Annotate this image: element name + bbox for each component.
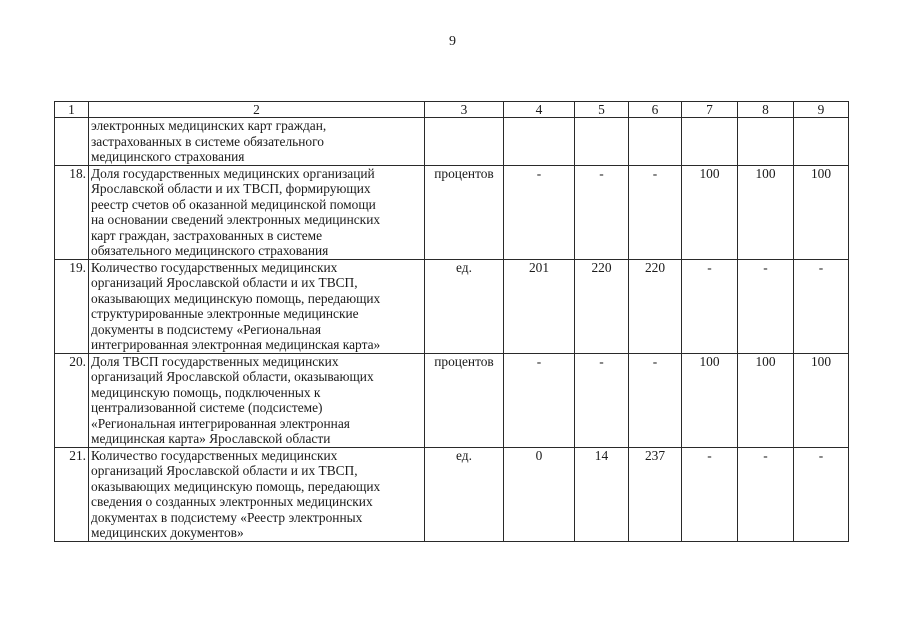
value-cell: -	[504, 165, 575, 259]
value-cell: -	[794, 259, 849, 353]
table-row	[55, 259, 849, 353]
indicator-name-line: централизованной системе (подсистеме)	[91, 400, 323, 415]
value-cell: -	[794, 447, 849, 541]
value-cell	[738, 118, 794, 166]
value-cell: 220	[629, 259, 682, 353]
indicator-name-line: сведения о созданных электронных медицинских	[91, 494, 373, 509]
value-cell: 100	[738, 165, 794, 259]
table-row	[55, 118, 849, 166]
value-cell	[629, 118, 682, 166]
row-number-cell: 19.	[55, 259, 89, 353]
header-cell: 8	[738, 102, 794, 118]
value-cell: -	[629, 165, 682, 259]
indicator-name-line: Количество государственных медицинских	[91, 259, 338, 275]
row-number-cell	[55, 118, 89, 166]
indicator-name-line: организаций Ярославской области и их ТВСП,	[91, 463, 358, 478]
value-cell: 0	[504, 447, 575, 541]
indicator-name-cell	[89, 353, 425, 447]
indicator-name-line: оказывающих медицинскую помощь, передающих	[91, 478, 381, 494]
indicator-name-line: организаций Ярославской области и их ТВСП,	[91, 275, 358, 290]
value-cell: 237	[629, 447, 682, 541]
value-cell: 14	[575, 447, 629, 541]
header-cell: 5	[575, 102, 629, 118]
value-cell: -	[682, 447, 738, 541]
header-cell: 7	[682, 102, 738, 118]
unit-cell: ед.	[425, 447, 504, 541]
unit-cell: процентов	[425, 165, 504, 259]
indicator-name-line: медицинскую помощь, подключенных к	[91, 384, 321, 400]
indicator-name-line: Доля государственных медицинских организаций	[91, 165, 375, 181]
indicator-name-cell	[89, 259, 425, 353]
indicator-name-cell	[89, 165, 425, 259]
unit-cell	[425, 118, 504, 166]
indicator-name-line: структурированные электронные медицинские	[91, 306, 359, 321]
unit-cell: ед.	[425, 259, 504, 353]
indicator-name-line: застрахованных в системе обязательного	[91, 133, 324, 149]
header-cell: 4	[504, 102, 575, 118]
row-number-cell: 21.	[55, 447, 89, 541]
value-cell: -	[575, 353, 629, 447]
value-cell	[504, 118, 575, 166]
indicator-name-cell	[89, 118, 425, 166]
indicator-name-line: «Региональная интегрированная электронная	[91, 415, 350, 431]
indicator-name-line: организаций Ярославской области, оказывающих	[91, 369, 374, 384]
indicator-name-line: медицинская карта» Ярославской области	[91, 431, 331, 446]
value-cell: -	[629, 353, 682, 447]
indicator-name-line: обязательного медицинского страхования	[91, 243, 329, 258]
indicator-name-line: на основании сведений электронных медицинских	[91, 212, 381, 227]
indicator-name-line: карт граждан, застрахованных в системе	[91, 227, 323, 243]
header-cell: 3	[425, 102, 504, 118]
header-cell: 1	[55, 102, 89, 118]
value-cell: 100	[682, 165, 738, 259]
value-cell	[682, 118, 738, 166]
indicator-name-line: Доля ТВСП государственных медицинских	[91, 353, 339, 369]
header-cell: 6	[629, 102, 682, 118]
indicator-name-line: реестр счетов об оказанной медицинской помощи	[91, 196, 376, 212]
value-cell: -	[738, 259, 794, 353]
table-row	[55, 353, 849, 447]
value-cell: 201	[504, 259, 575, 353]
indicator-name-line: документы в подсистему «Региональная	[91, 321, 321, 337]
value-cell: -	[682, 259, 738, 353]
indicator-name-cell	[89, 447, 425, 541]
header-cell: 9	[794, 102, 849, 118]
value-cell	[575, 118, 629, 166]
table-row	[55, 447, 849, 541]
value-cell: 100	[738, 353, 794, 447]
unit-cell: процентов	[425, 353, 504, 447]
indicator-name-line: Ярославской области и их ТВСП, формирующих	[91, 181, 371, 196]
header-cell: 2	[89, 102, 425, 118]
value-cell	[794, 118, 849, 166]
indicator-name-line: документах в подсистему «Реестр электронных	[91, 509, 363, 525]
indicators-table	[54, 101, 849, 542]
value-cell: 220	[575, 259, 629, 353]
page-number: 9	[449, 34, 456, 49]
indicator-name-line: оказывающих медицинскую помощь, передающих	[91, 290, 381, 306]
row-number-cell: 20.	[55, 353, 89, 447]
table-row	[55, 165, 849, 259]
value-cell: 100	[794, 353, 849, 447]
value-cell: 100	[794, 165, 849, 259]
row-number-cell: 18.	[55, 165, 89, 259]
value-cell: 100	[682, 353, 738, 447]
value-cell: -	[575, 165, 629, 259]
value-cell: -	[738, 447, 794, 541]
indicator-name-line: электронных медицинских карт граждан,	[91, 118, 327, 133]
indicator-name-line: медицинских документов»	[91, 525, 244, 540]
indicator-name-line: медицинского страхования	[91, 149, 245, 164]
indicator-name-line: интегрированная электронная медицинская карта»	[91, 337, 381, 352]
indicator-name-line: Количество государственных медицинских	[91, 447, 338, 463]
value-cell: -	[504, 353, 575, 447]
table-header-row	[55, 102, 849, 118]
